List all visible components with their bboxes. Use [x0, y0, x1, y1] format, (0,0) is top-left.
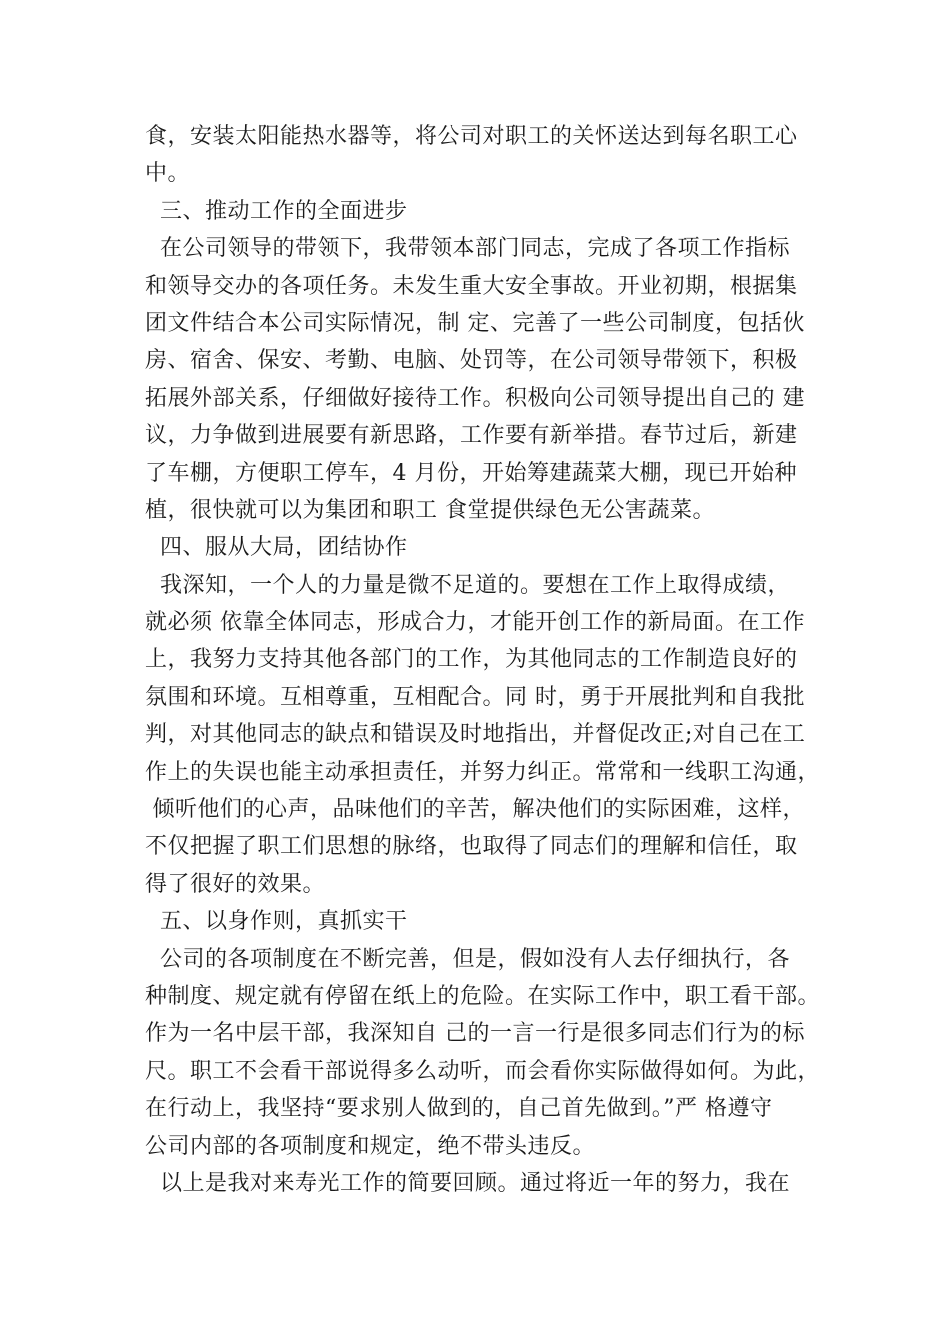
text-line: 团文件结合本公司实际情况，制 定、完善了一些公司制度，包括伙	[145, 310, 805, 336]
text-line: 倾听他们的心声，品味他们的辛苦，解决他们的实际困难，这样，	[145, 797, 805, 823]
text-line: 在公司领导的带领下，我带领本部门同志，完成了各项工作指标	[145, 236, 790, 262]
text-line: 公司内部的各项制度和规定，绝不带头违反。	[145, 1133, 596, 1159]
text-line: 五、以身作则，真抓实干	[145, 909, 408, 935]
text-line: 四、服从大局，团结协作	[145, 535, 408, 561]
text-line: 判，对其他同志的缺点和错误及时地指出，并督促改正;对自己在工	[145, 722, 806, 748]
text-line: 在行动上，我坚持“要求别人做到的，自己首先做到。”严 格遵守	[145, 1096, 773, 1122]
text-line: 中。	[145, 161, 191, 187]
text-line: 氛围和环境。互相尊重，互相配合。同 时，勇于开展批判和自我批	[145, 684, 805, 710]
text-line: 植，很快就可以为集团和职工 食堂提供绿色无公害蔬菜。	[145, 497, 715, 523]
text-line: 议，力争做到进展要有新思路，工作要有新举措。春节过后，新建	[145, 423, 798, 449]
text-line: 三、推动工作的全面进步	[145, 198, 408, 224]
text-line: 拓展外部关系，仔细做好接待工作。积极向公司领导提出自己的 建	[145, 385, 805, 411]
text-line: 和领导交办的各项任务。未发生重大安全事故。开业初期，根据集	[145, 273, 798, 299]
text-line: 我深知，一个人的力量是微不足道的。要想在工作上取得成绩，	[145, 572, 790, 598]
text-line: 了车棚，方便职工停车，4 月份，开始筹建蔬菜大棚，现已开始种	[145, 460, 797, 486]
text-line: 不仅把握了职工们思想的脉络，也取得了同志们的理解和信任，取	[145, 834, 798, 860]
document-body	[145, 118, 835, 1202]
text-line: 公司的各项制度在不断完善，但是，假如没有人去仔细执行，各	[145, 946, 790, 972]
text-line: 得了很好的效果。	[145, 871, 326, 897]
text-line: 就必须 依靠全体同志，形成合力，才能开创工作的新局面。在工作	[145, 610, 805, 636]
text-line: 以上是我对来寿光工作的简要回顾。通过将近一年的努力，我在	[145, 1170, 790, 1196]
text-line: 作为一名中层干部，我深知自 己的一言一行是很多同志们行为的标	[145, 1021, 805, 1047]
text-line: 种制度、规定就有停留在纸上的危险。在实际工作中，职工看干部。	[145, 983, 821, 1009]
text-line: 作上的失误也能主动承担责任，并努力纠正。常常和一线职工沟通，	[145, 759, 821, 785]
text-line: 尺。职工不会看干部说得多么动听，而会看你实际做得如何。为此，	[145, 1058, 821, 1084]
text-line: 食，安装太阳能热水器等，将公司对职工的关怀送达到每名职工心	[145, 124, 798, 149]
text-line: 上，我努力支持其他各部门的工作，为其他同志的工作制造良好的	[145, 647, 798, 673]
text-line: 房、宿舍、保安、考勤、电脑、处罚等，在公司领导带领下，积极	[145, 348, 798, 374]
